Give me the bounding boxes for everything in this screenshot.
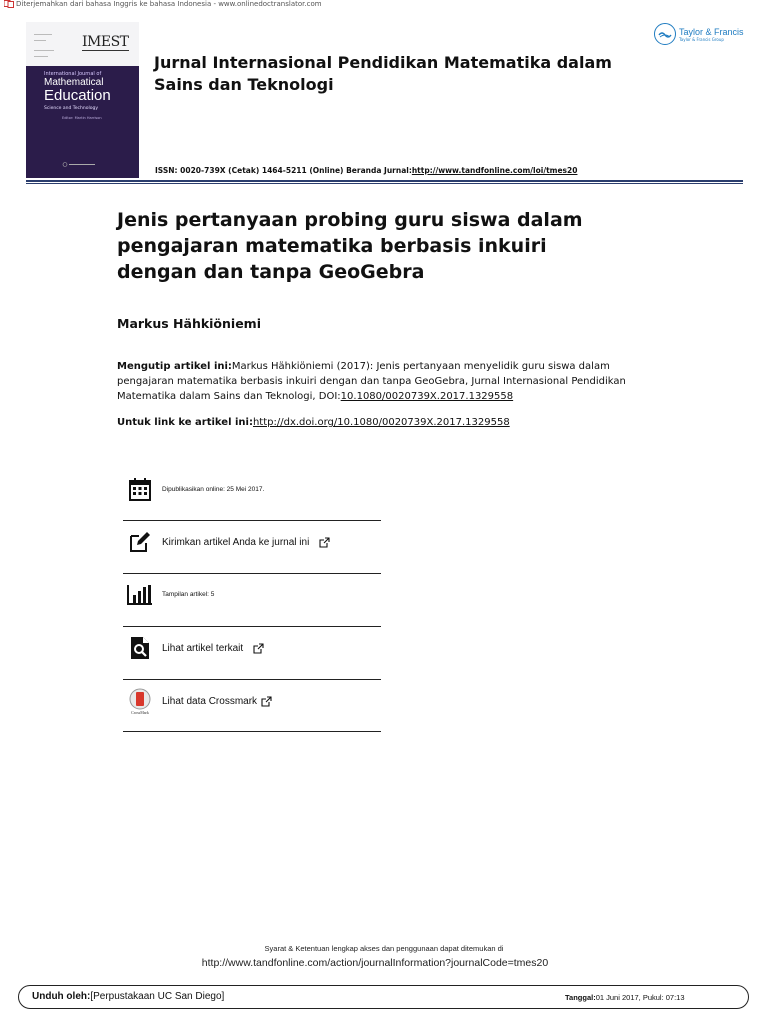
article-author: Markus Hähkiöniemi bbox=[117, 316, 261, 331]
journal-home-link[interactable]: http://www.tandfonline.com/loi/tmes20 bbox=[411, 166, 578, 175]
article-link-url[interactable]: http://dx.doi.org/10.1080/0020739X.2017.1329558 bbox=[252, 417, 510, 428]
translator-banner bbox=[4, 0, 322, 8]
publisher-name: Taylor & Francis bbox=[679, 26, 744, 37]
document-search-icon bbox=[126, 634, 154, 662]
published-date: Dipublikasikan online: 25 Mei 2017. bbox=[162, 485, 265, 493]
cover-line3: Education bbox=[44, 87, 111, 104]
downloaded-by-label: Unduh oleh: bbox=[32, 991, 91, 1002]
row-divider bbox=[123, 731, 381, 732]
crossmark-icon bbox=[126, 687, 154, 715]
cover-line1: International Journal of bbox=[44, 71, 102, 77]
publisher-sub: Taylor & Francis Group bbox=[679, 36, 724, 42]
external-link-icon bbox=[261, 696, 272, 707]
bar-chart-icon bbox=[126, 580, 154, 608]
taylor-francis-icon bbox=[654, 23, 676, 45]
header-rule-thin bbox=[26, 183, 743, 184]
external-link-icon bbox=[319, 537, 330, 548]
doi-link[interactable]: 10.1080/0020739X.2017.1329558 bbox=[340, 391, 514, 402]
header-rule bbox=[26, 180, 743, 182]
related-articles-row[interactable] bbox=[124, 622, 380, 674]
article-link-block bbox=[117, 415, 627, 430]
article-title: Jenis pertanyaan probing guru siswa dalam pengajaran matematika berbasis inkuiri dengan dan tanpa GeoGebra bbox=[117, 209, 583, 283]
citation-block bbox=[117, 359, 627, 404]
external-link-icon bbox=[253, 643, 264, 654]
downloaded-by bbox=[32, 991, 224, 1002]
translator-text: Diterjemahkan dari bahasa Inggris ke bahasa Indonesia - www.onlinedoctranslator.com bbox=[16, 0, 322, 8]
publisher-logo[interactable] bbox=[654, 22, 746, 46]
terms-link[interactable]: http://www.tandfonline.com/action/journalInformation?journalCode=tmes20 bbox=[201, 957, 549, 969]
journal-title: Jurnal Internasional Pendidikan Matematika dalam Sains dan Teknologi bbox=[154, 53, 612, 94]
translate-icon bbox=[4, 0, 14, 8]
crossmark-row[interactable] bbox=[124, 675, 380, 727]
calendar-icon bbox=[126, 475, 154, 503]
cover-line2: Mathematical bbox=[44, 77, 104, 88]
submit-article-label: Kirimkan artikel Anda ke jurnal ini bbox=[162, 536, 310, 548]
cover-line4: Science and Technology bbox=[44, 106, 98, 111]
article-views-row bbox=[124, 568, 380, 620]
related-articles-label: Lihat artikel terkait bbox=[162, 642, 244, 654]
terms-text: Syarat & Ketentuan lengkap akses dan penggunaan dapat ditemukan di bbox=[264, 944, 504, 953]
download-date-label: Tanggal: bbox=[565, 993, 596, 1002]
cover-publisher-mark bbox=[62, 162, 102, 167]
submit-article-row[interactable] bbox=[124, 516, 380, 568]
journal-cover bbox=[26, 22, 139, 178]
article-link-label: Untuk link ke artikel ini: bbox=[117, 417, 253, 428]
issn-text: ISSN: 0020-739X (Cetak) 1464-5211 (Online) Beranda Jurnal: bbox=[155, 166, 412, 175]
article-views: Tampilan artikel: 5 bbox=[162, 590, 215, 598]
download-date bbox=[565, 993, 685, 1002]
cover-logo: IMEST bbox=[82, 34, 129, 50]
issn-line bbox=[155, 166, 577, 175]
cover-line5: Editor: Martin Harrison bbox=[62, 116, 102, 120]
edit-icon bbox=[126, 528, 154, 556]
crossmark-label: Lihat data Crossmark bbox=[162, 695, 258, 707]
downloaded-by-value: [Perpustakaan UC San Diego] bbox=[90, 991, 225, 1002]
published-row bbox=[124, 463, 380, 515]
download-date-value: 01 Juni 2017, Pukul: 07:13 bbox=[595, 993, 685, 1002]
citation-text: Markus Hähkiöniemi (2017): Jenis pertanyaan menyelidik guru siswa dalam pengajaran matematika berbasis inkuiri dengan dan tanpa GeoGebra, Jurnal Internasional Pendidikan Matematika dalam Sains dan Teknologi, DOI: bbox=[117, 361, 626, 402]
crossmark-icon-text: CrossMark bbox=[131, 710, 149, 715]
citation-label: Mengutip artikel ini: bbox=[117, 361, 232, 372]
